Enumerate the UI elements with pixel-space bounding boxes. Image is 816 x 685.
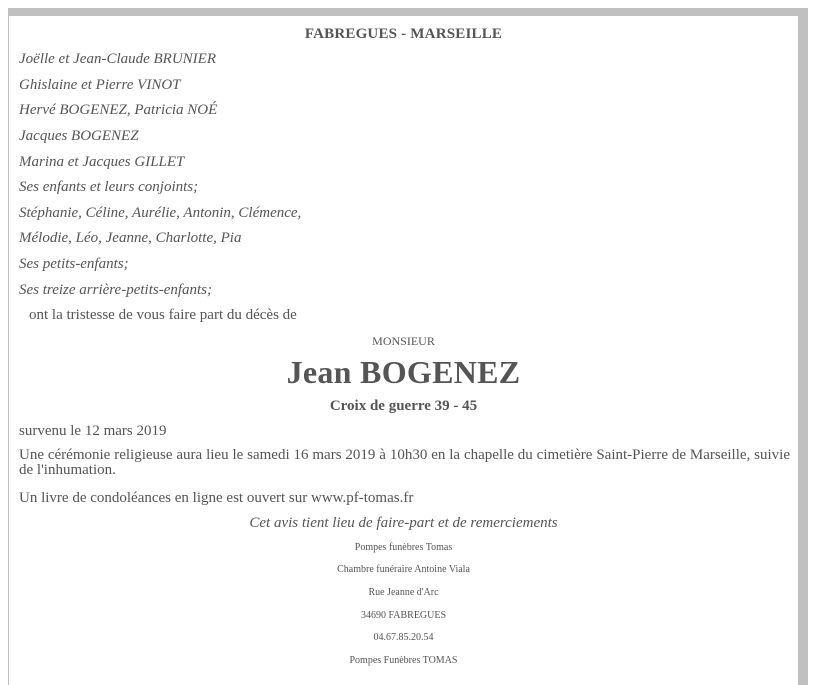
honorific: MONSIEUR (372, 334, 435, 348)
death-date: survenu le 12 mars 2019 (19, 423, 167, 439)
condolences-text: Un livre de condoléances en ligne est ouvert sur www.pf-tomas.fr (19, 490, 414, 506)
family-line: Ses petits-enfants; (19, 256, 129, 272)
family-line: Mélodie, Léo, Jeanne, Charlotte, Pia (19, 230, 242, 246)
family-line: Hervé BOGENEZ, Patricia NOÉ (19, 102, 218, 118)
family-line: Jacques BOGENEZ (19, 128, 139, 144)
funeral-home-line: 34690 FABREGUES (360, 610, 447, 621)
funeral-home-line: Rue Jeanne d'Arc (368, 587, 439, 598)
family-line: Joëlle et Jean-Claude BRUNIER (19, 51, 217, 67)
family-line: Ses treize arrière-petits-enfants; (19, 282, 213, 298)
family-line: Stéphanie, Céline, Aurélie, Antonin, Clémence, (19, 205, 302, 221)
family-line: Ses enfants et leurs conjoints; (19, 179, 199, 195)
distinction: Croix de guerre 39 - 45 (329, 398, 478, 414)
funeral-home-line: Pompes funèbres Tomas (354, 542, 453, 553)
location-title: FABREGUES - MARSEILLE (304, 26, 503, 42)
funeral-home-line: Pompes Funèbres TOMAS (349, 655, 458, 666)
notice-text: Cet avis tient lieu de faire-part et de remerciements (249, 515, 558, 531)
family-line: Marina et Jacques GILLET (19, 154, 185, 170)
deceased-name: Jean BOGENEZ (286, 354, 521, 390)
funeral-home-line: Chambre funéraire Antoine Viala (337, 564, 470, 575)
funeral-home-line: 04.67.85.20.54 (373, 632, 434, 643)
ceremony-text: Une cérémonie religieuse aura lieu le samedi 16 mars 2019 à 10h30 en la chapelle du cimetière Saint-Pierre de Marseille, suivie de l'inhumation. (19, 447, 790, 478)
obituary-page (9, 16, 798, 685)
announcement-text: ont la tristesse de vous faire part du décès de (29, 307, 297, 323)
family-line: Ghislaine et Pierre VINOT (19, 77, 181, 93)
